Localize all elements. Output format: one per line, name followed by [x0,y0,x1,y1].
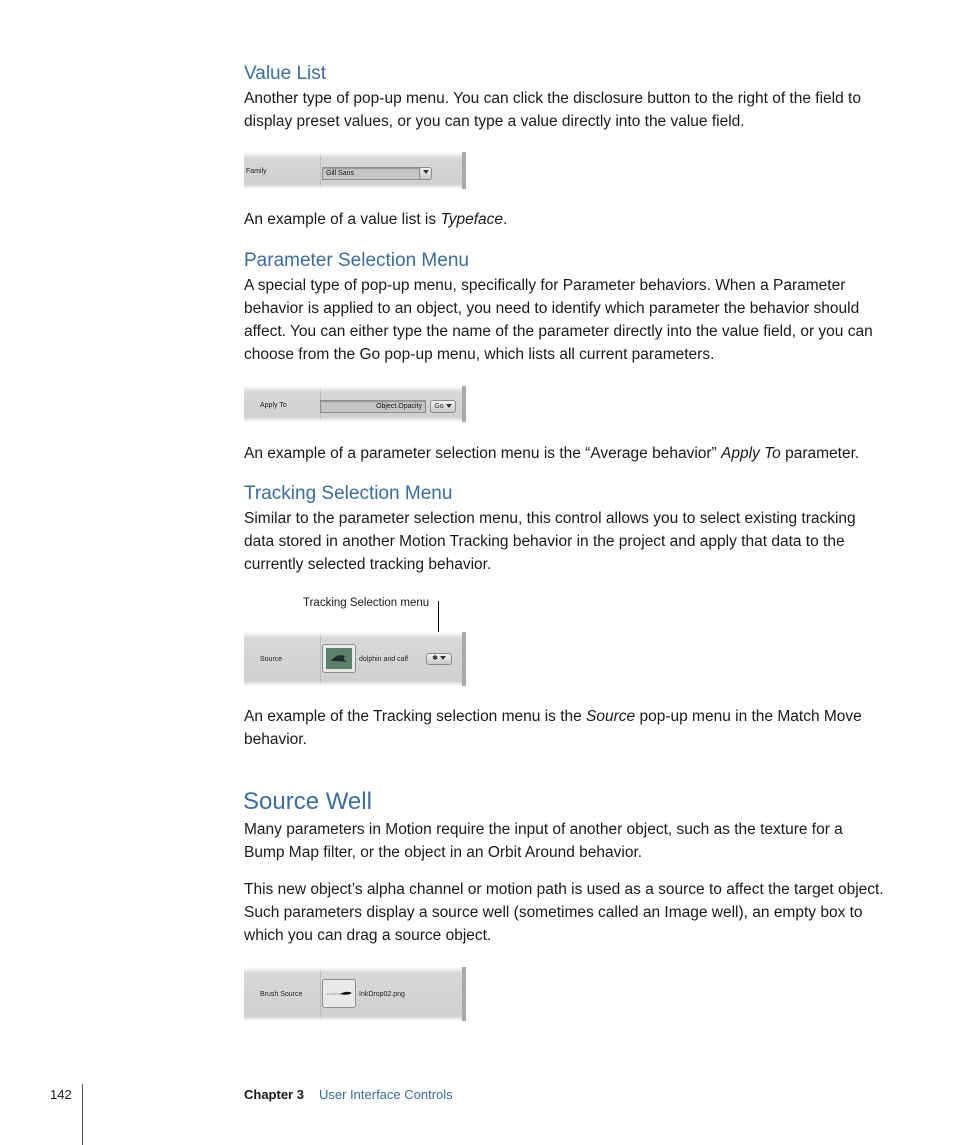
panel-fade-top [244,152,462,158]
tracking-selection-popup-button[interactable] [426,653,452,665]
panel-fade-bottom [244,417,462,422]
section-heading-source-well: Source Well [243,788,372,815]
source-well-screenshot [244,967,466,1021]
section-heading-tracking-selection: Tracking Selection Menu [244,483,453,504]
panel-fade-top [244,967,462,973]
brush-source-well[interactable] [322,979,356,1008]
parameter-selection-caption: An example of a parameter selection menu is the “Average behavior” Apply To parameter. [244,445,860,462]
source-well-para-2: This new object’s alpha channel or motion path is used as a source to affect the target object. Such parameters display a source well (sometimes called an Image well), an empty box to which you can drag a source object. [244,881,884,944]
parameter-value-field[interactable]: Object.Opacity [320,400,426,413]
asterisk-icon: ✱ [432,655,438,662]
value-list-caption: An example of a value list is Typeface. [244,211,508,228]
panel-divider [320,632,321,686]
chevron-down-icon [423,170,429,174]
value-list-disclosure-button[interactable] [419,167,432,180]
source-well-para-1: Many parameters in Motion require the input of another object, such as the texture for a Bump Map filter, or the object in an Orbit Around behavior. [244,821,843,861]
chevron-down-icon [446,404,452,408]
tracking-source-well[interactable] [322,644,356,673]
footer-divider [82,1084,83,1145]
tracking-selection-caption: An example of the Tracking selection menu is the Source pop-up menu in the Match Move behavior. [244,708,862,748]
ink-drop-thumbnail-icon [323,980,355,1007]
brush-source-label: Brush Source [260,991,303,998]
footer-chapter: Chapter 3 [244,1087,304,1102]
tracking-selection-body: Similar to the parameter selection menu, this control allows you to select existing tracking data stored in another Motion Tracking behavior in the project and apply that data to the currently selected tracking behavior. [244,510,856,573]
go-popup-button[interactable] [430,400,456,413]
page-number: 142 [50,1087,72,1102]
panel-fade-bottom [244,184,462,189]
dolphin-thumbnail-icon [323,645,355,672]
tracking-callout-label: Tracking Selection menu [303,597,430,609]
footer-chapter-title: User Interface Controls [319,1087,453,1102]
typeface-value-field[interactable]: Gill Sans [322,167,421,180]
value-list-screenshot [244,152,466,189]
tracking-menu-screenshot [244,632,466,686]
panel-fade-bottom [244,1016,462,1021]
go-button-label: Go [434,403,444,410]
parameter-menu-screenshot [244,386,466,422]
panel-fade-top [244,386,462,392]
panel-fade-bottom [244,681,462,686]
chevron-down-icon [440,656,446,660]
apply-to-label: Apply To [260,402,287,409]
source-label: Source [260,656,283,663]
parameter-selection-body: A special type of pop-up menu, specifically for Parameter behaviors. When a Parameter behavior is applied to an object, you need to identify which parameter the behavior should affect. You can either type the name of the parameter directly into the value field, or you can choose from the Go pop-up menu, which lists all current parameters. [244,277,873,363]
family-label: Family [246,168,267,175]
panel-divider [320,967,321,1021]
brush-source-name: InkDrop02.png [359,991,405,998]
value-list-body: Another type of pop-up menu. You can click the disclosure button to the right of the field to display preset values, or you can type a value directly into the value field. [244,90,861,130]
section-heading-parameter-selection: Parameter Selection Menu [244,250,469,271]
section-heading-value-list: Value List [244,63,327,84]
tracking-source-name: dolphin and calf [359,656,409,663]
panel-fade-top [244,632,462,638]
